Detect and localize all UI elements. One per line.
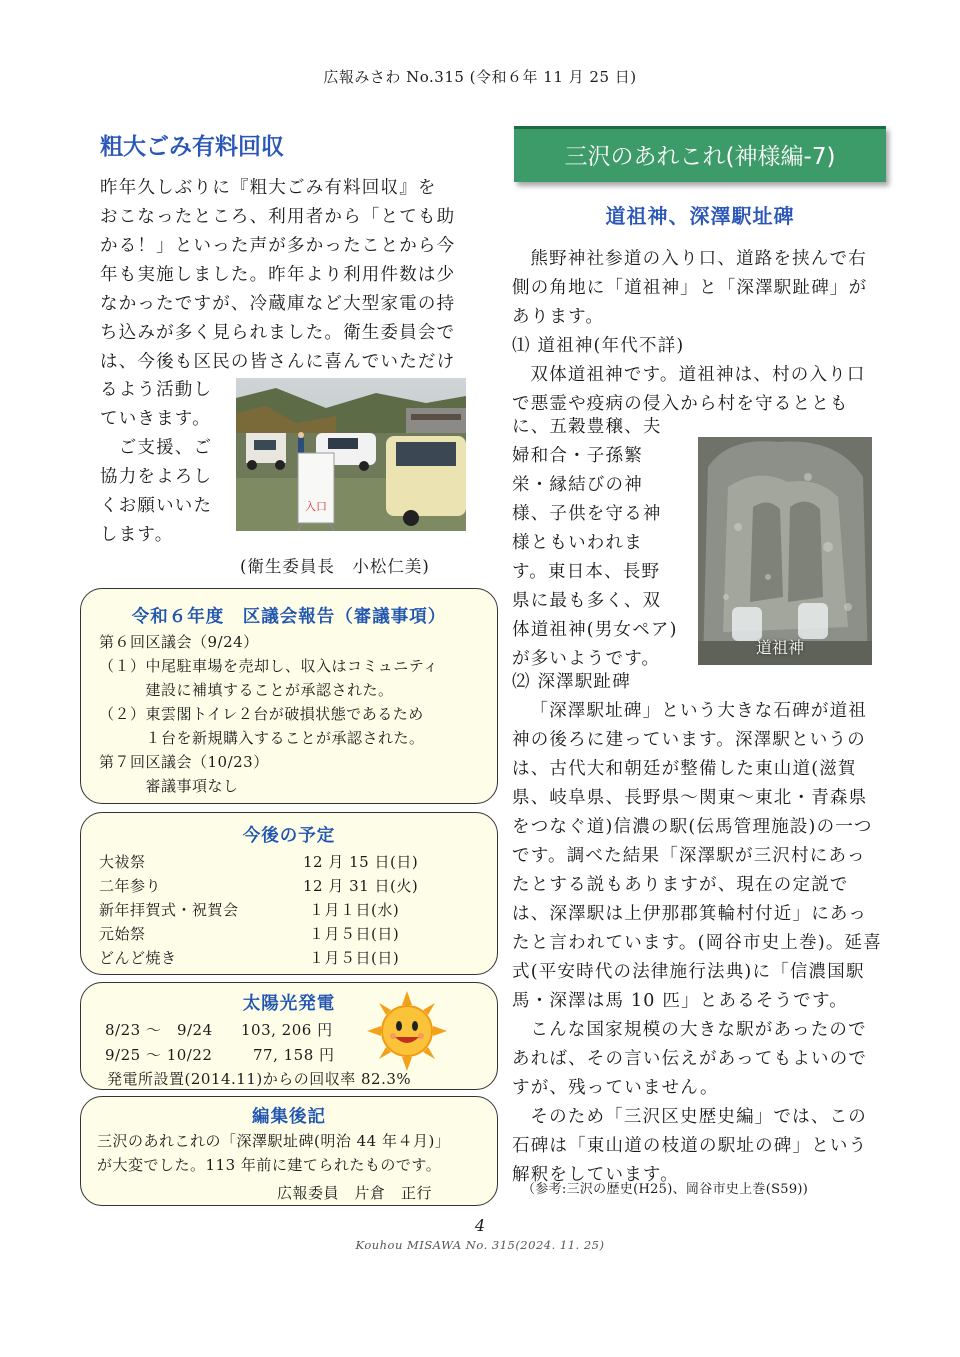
article-line: す。東日本、長野 [512, 562, 661, 582]
article-line: 栄・縁結びの神 [512, 475, 643, 495]
article-line: 県に最も多く、双 [512, 591, 662, 611]
schedule-event: 新年拝賀式・祝賀会 [99, 901, 239, 919]
gomi-paragraph-narrow [100, 376, 230, 550]
solar-period: 9/25 ～ 10/22 [105, 1046, 213, 1064]
article-line: あれば、その言い伝えがあってもよいので [512, 1049, 868, 1069]
page-number: 4 [474, 1216, 486, 1235]
article-line: 解釈をしています。 [512, 1165, 679, 1185]
article-line: たとする説もありますが、現在の定説で [512, 875, 849, 895]
council-report-body [99, 630, 497, 798]
gomi-line: るよう活動し [100, 380, 213, 400]
collection-site-photo [236, 378, 466, 531]
page-footer: Kouhou MISAWA No. 315(2024. 11. 25) [355, 1238, 605, 1252]
solar-period: 8/23 ～ 9/24 [105, 1021, 213, 1039]
schedule-event: 元始祭 [99, 925, 146, 943]
dosojin-photo-caption: 道祖神 [756, 638, 805, 657]
gomi-line: かる！」といった声が多かったことから今 [100, 236, 456, 256]
postscript-line: が大変でした。113 年前に建てられたものです。 [97, 1156, 442, 1174]
gomi-line: ご支援、ご [100, 438, 213, 458]
article-line: 式(平安時代の法律施行法典)に「信濃国駅 [512, 962, 865, 982]
article-subtitle: 道祖神、深澤駅址碑 [605, 204, 795, 228]
article-line: 体道祖神(男女ペア) [512, 620, 678, 640]
article-line: 様ともいわれま [512, 533, 643, 553]
council-line: １台を新規購入することが承認された。 [99, 729, 425, 747]
council-line: 第６回区議会（9/24） [99, 633, 259, 651]
article-line: は、深澤駅は上伊那郡箕輪村付近」にあっ [512, 904, 868, 924]
gomi-title: 粗大ごみ有料回収 [100, 134, 284, 160]
article-line: で悪霊や疫病の侵入から村を守るととも [512, 394, 849, 414]
schedule-event: 大祓祭 [99, 853, 146, 871]
schedule-date: 12 月 31 日(火) [303, 877, 419, 895]
postscript-line: 三沢のあれこれの「深澤駅址碑(明治 44 年４月)」 [97, 1132, 451, 1150]
gomi-line: なかったですが、冷蔵庫など大型家電の持 [100, 294, 456, 314]
article-line: に、五穀豊穣、夫 [512, 417, 662, 437]
article-line: は、古代大和朝廷が整備した東山道(滋賀 [512, 759, 857, 779]
gomi-line: ていきます。 [100, 409, 211, 429]
postscript-title: 編集後記 [252, 1107, 326, 1127]
article-line: 「深澤駅址碑」という大きな石碑が道祖 [530, 701, 867, 721]
gomi-line: 年も実施しました。昨年より利用件数は少 [100, 265, 456, 285]
council-report-title: 令和６年度 区議会報告（審議事項） [131, 607, 447, 627]
article-line: そのため「三沢区史歴史編」では、この [530, 1107, 867, 1127]
article-line: をつなぐ道)信濃の駅(伝馬管理施設)の一つ [512, 817, 873, 837]
article-intro [512, 245, 887, 419]
article-banner: 三沢のあれこれ(神様編-7) [514, 126, 886, 182]
schedule-date: １月５日(日) [309, 949, 400, 967]
page-header: 広報みさわ No.315 (令和６年 11 月 25 日) [323, 68, 637, 86]
article-fukasawa-text [512, 668, 887, 1190]
council-line: 建設に補填することが承認された。 [99, 681, 394, 699]
gomi-line: は、今後も区民の皆さんに喜んでいただけ [100, 352, 456, 372]
gomi-line: 協力をよろし [100, 467, 213, 487]
schedule-event: どんど焼き [99, 949, 177, 967]
schedule-title: 今後の予定 [242, 826, 336, 846]
schedule-box [80, 812, 498, 975]
schedule-date: 12 月 15 日(日) [303, 853, 419, 871]
gomi-signature: (衛生委員長 小松仁美) [240, 557, 430, 576]
article-line: すが、残っていません。 [512, 1078, 719, 1098]
article-line: ⑴ 道祖神(年代不詳) [512, 336, 685, 356]
solar-amount: 77, 158 円 [253, 1046, 335, 1064]
council-line: 第７回区議会（10/23） [99, 753, 269, 771]
article-line: が多いようです。 [512, 649, 661, 669]
schedule-date: １月１日(水) [309, 901, 400, 919]
gomi-line: 昨年久しぶりに『粗大ごみ有料回収』を [100, 178, 437, 198]
council-line: （２）東雲閣トイレ２台が破損状態であるため [99, 705, 424, 723]
gomi-line: ち込みが多く見られました。衛生委員会で [100, 323, 456, 343]
article-reference: （参考:三沢の歴史(H25)、岡谷市史上巻(S59)) [522, 1182, 809, 1197]
article-line: 石碑は「東山道の枝道の駅址の碑」という [512, 1136, 868, 1156]
council-report-box [80, 588, 498, 804]
article-line: たと言われています。(岡谷市史上巻)。延喜 [512, 933, 882, 953]
council-line: （１）中尾駐車場を売却し、収入はコミュニティ [99, 657, 439, 675]
article-line: こんな国家規模の大きな駅があったので [530, 1020, 867, 1040]
solar-title: 太陽光発電 [242, 994, 336, 1014]
article-line: あります。 [512, 307, 605, 327]
article-line: 馬・深澤は馬 10 匹」とあるそうです。 [512, 991, 848, 1011]
solar-return-rate: 発電所設置(2014.11)からの回収率 82.3% [107, 1070, 412, 1088]
article-line: 婦和合・子孫繁 [512, 446, 643, 466]
article-line: 側の角地に「道祖神」と「深澤駅趾碑」が [512, 278, 868, 298]
editor-postscript-box [80, 1096, 498, 1206]
article-line: 様、子供を守る神 [512, 504, 662, 524]
sun-icon [367, 991, 447, 1071]
schedule-date: １月５日(日) [309, 925, 400, 943]
entrance-sign-text: 入口 [305, 500, 327, 513]
solar-amount: 103, 206 円 [241, 1021, 333, 1039]
article-line: ⑵ 深澤駅趾碑 [512, 672, 631, 692]
schedule-event: 二年参り [99, 877, 162, 895]
article-line: です。調べた結果「深澤駅が三沢村にあっ [512, 846, 866, 866]
solar-power-box [80, 982, 498, 1090]
gomi-line: おこなったところ、利用者から「とても助 [100, 207, 456, 227]
article-line: 熊野神社参道の入り口、道路を挟んで右 [530, 249, 867, 269]
article-line: 神の後ろに建っています。深澤駅というの [512, 730, 866, 750]
dosojin-photo [698, 437, 872, 665]
postscript-signature: 広報委員 片倉 正行 [277, 1184, 433, 1202]
article-line: 県、岐阜県、長野県～関東～東北・青森県 [512, 788, 868, 808]
article-dosojin-text [512, 413, 692, 674]
article-line: 双体道祖神です。道祖神は、村の入り口 [530, 365, 866, 385]
postscript-body [97, 1129, 497, 1177]
council-line: 審議事項なし [99, 777, 239, 795]
gomi-line: します。 [100, 525, 174, 545]
gomi-paragraph [100, 174, 475, 377]
gomi-line: くお願いいた [100, 496, 213, 516]
